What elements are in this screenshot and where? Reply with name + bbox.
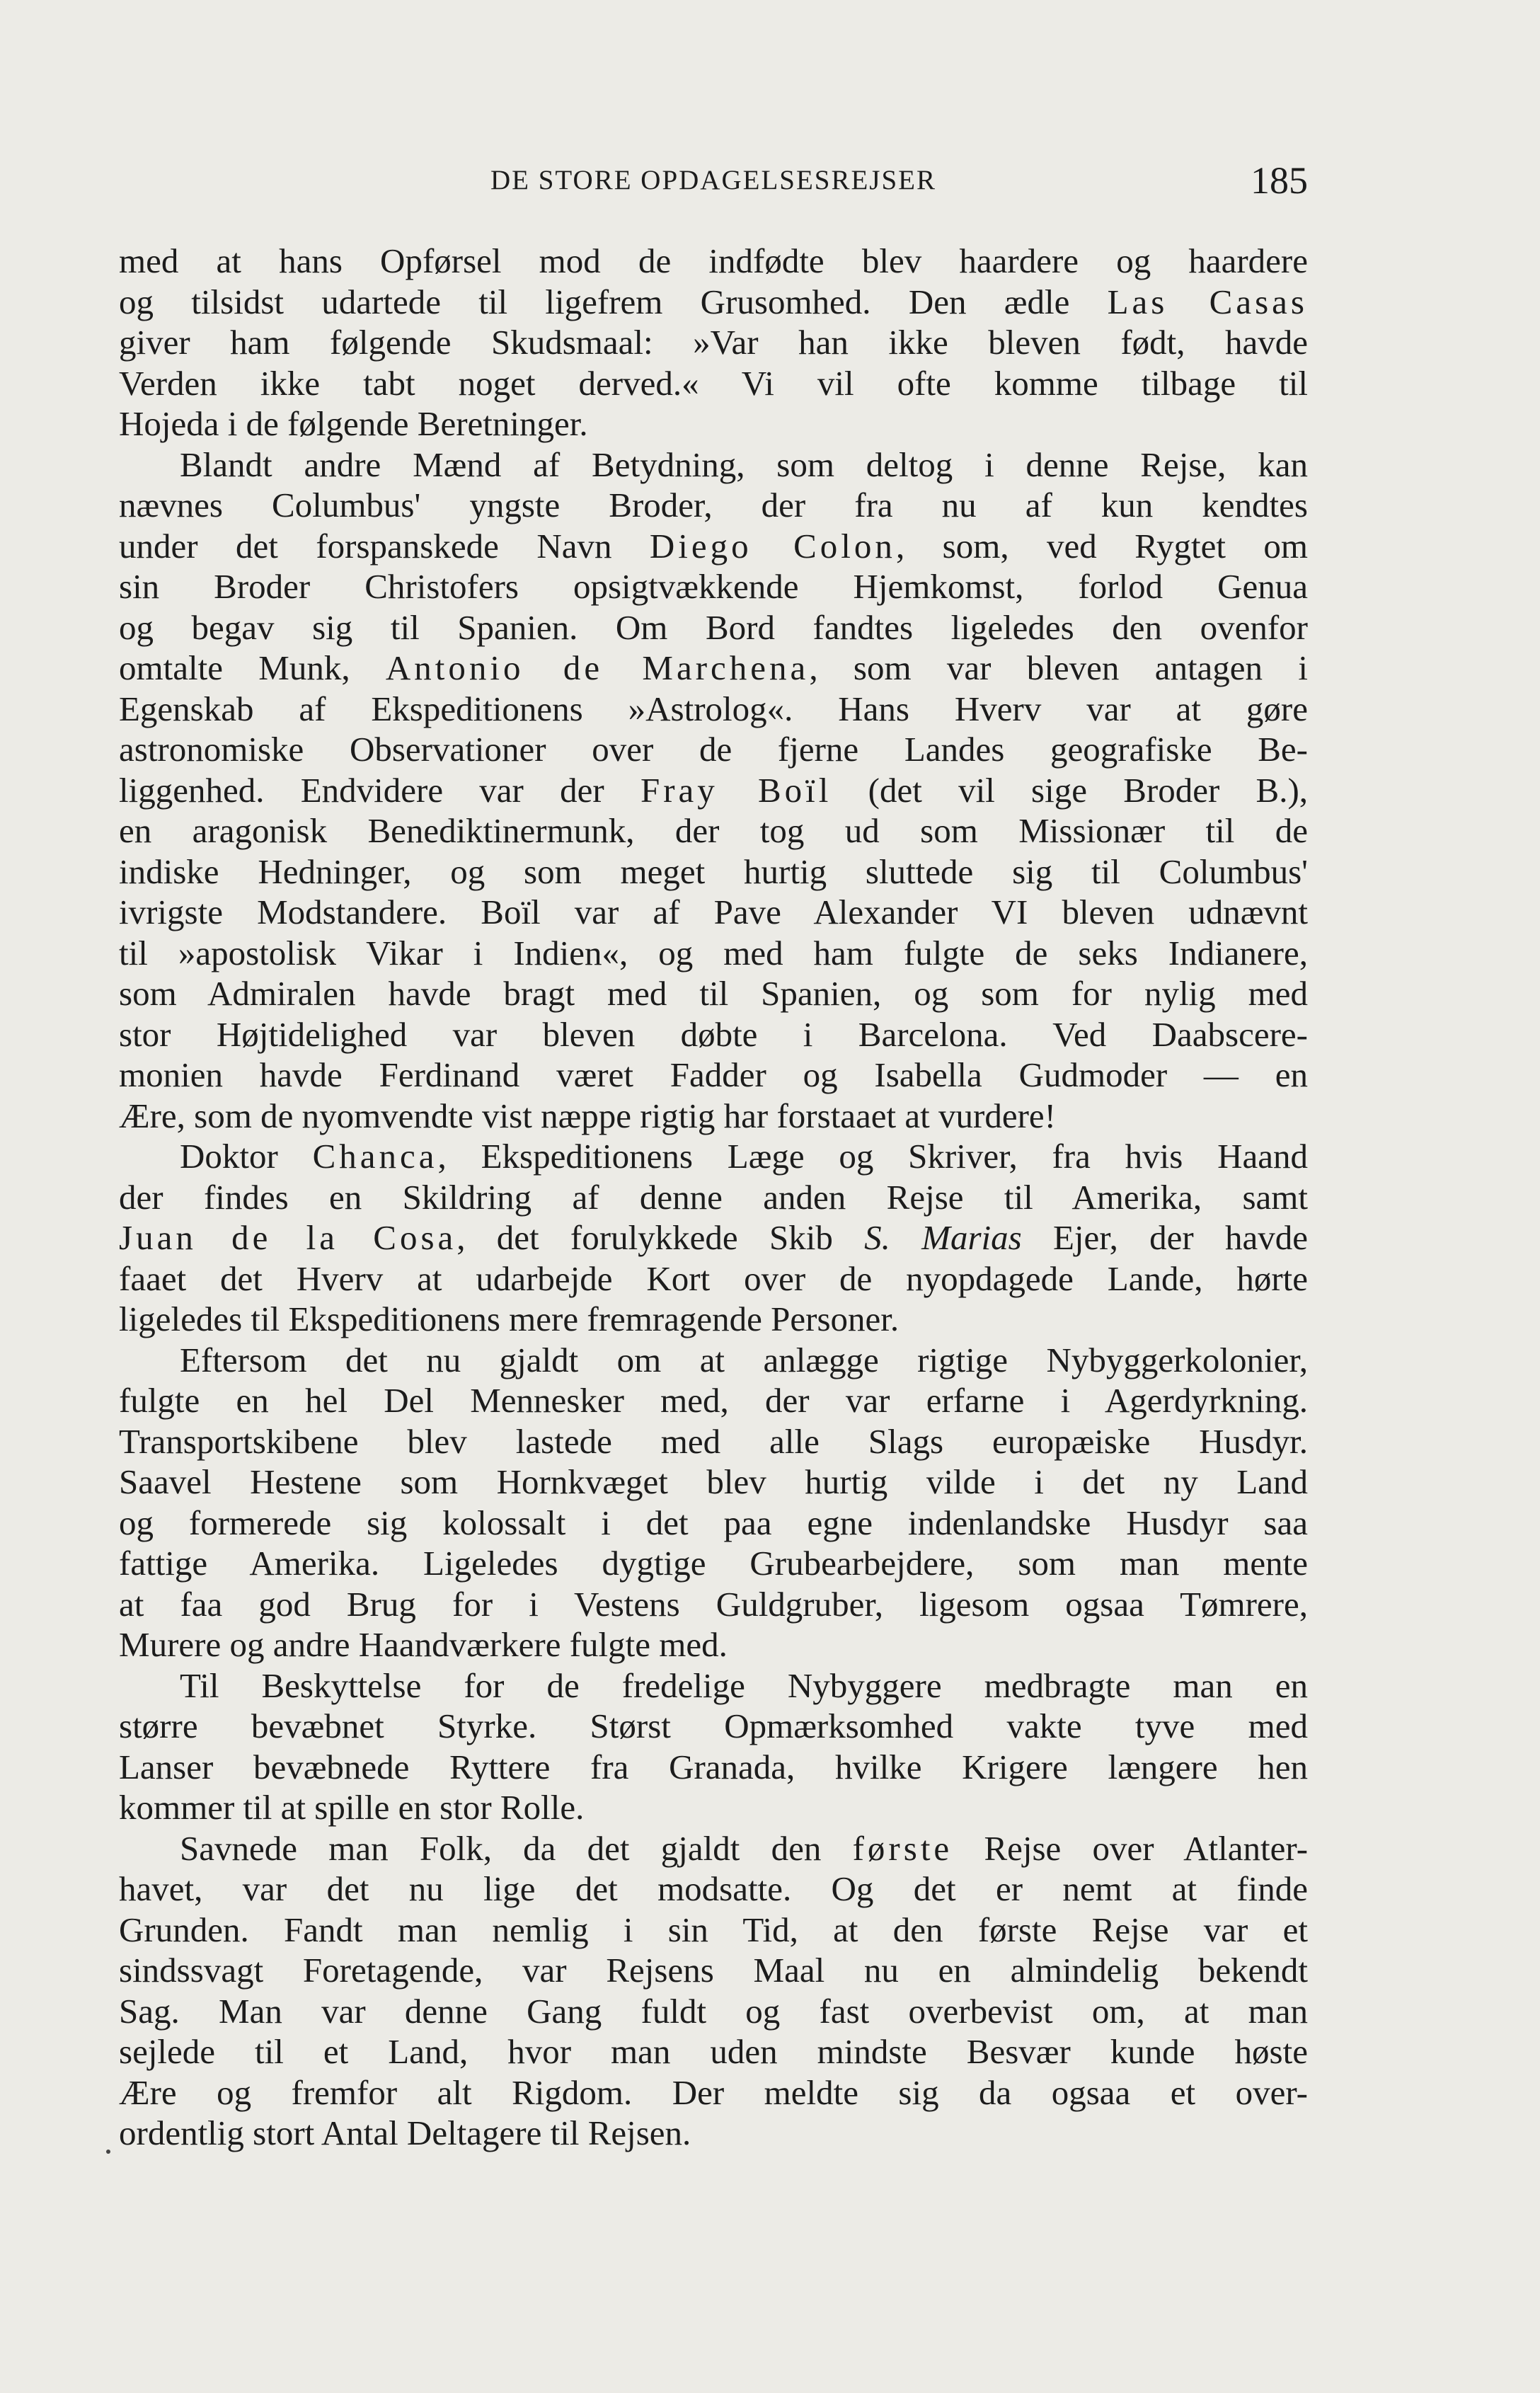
text-line: Ære, som de nyomvendte vist næppe rigtig har forstaaet at vurdere! [119, 1096, 1056, 1135]
text-line: Hojeda i de følgende Beretninger. [119, 404, 588, 443]
text-line: havet, var det nu lige det modsatte. Og det er nemt at finde [119, 1869, 1308, 1908]
text-line: og begav sig til Spanien. Om Bord fandtes ligeledes den ovenfor [119, 607, 1308, 647]
text-line: ligeledes til Ekspeditionens mere fremragende Personer. [119, 1299, 900, 1338]
paragraph-start: Blandt andre Mænd af Betydning, som deltog i denne Rejse, kan [180, 444, 1308, 484]
text-line: en aragonisk Benediktinermunk, der tog ud som Missionær til de [119, 811, 1308, 850]
emphasis-forste: første [852, 1828, 953, 1868]
text-line: Egenskab af Ekspeditionens »Astrolog«. Hans Hverv var at gøre [119, 689, 1308, 728]
text-line: stor Højtidelighed var bleven døbte i Barcelona. Ved Daabscere- [119, 1014, 1308, 1054]
text-line: under det forspanskede Navn Diego Colon, som, ved Rygtet om [119, 526, 1308, 566]
text-line: Saavel Hestene som Hornkvæget blev hurtig vilde i det ny Land [119, 1462, 1308, 1501]
ship-name: S. Marias [864, 1218, 1022, 1257]
text-line: Ære og fremfor alt Rigdom. Der meldte sig da ogsaa et over- [119, 2072, 1308, 2112]
paragraph-start: Doktor Chanca, Ekspeditionens Læge og Skriver, fra hvis Haand [180, 1137, 1308, 1176]
text-line: større bevæbnet Styrke. Størst Opmærksomhed vakte tyve med [119, 1706, 1308, 1745]
text-line: fattige Amerika. Ligeledes dygtige Grubearbejdere, som man mente [119, 1544, 1308, 1583]
text-line: astronomiske Observationer over de fjerne Landes geografiske Be- [119, 730, 1308, 769]
text-line: kommer til at spille en stor Rolle. [119, 1788, 585, 1827]
text-line: nævnes Columbus' yngste Broder, der fra nu af kun kendtes [119, 486, 1308, 524]
text-line: og formerede sig kolossalt i det paa egne indenlandske Husdyr saa [119, 1503, 1308, 1542]
name-diego-colon: Diego Colon [649, 526, 896, 566]
text-line: Grunden. Fandt man nemlig i sin Tid, at den første Rejse var et [119, 1910, 1308, 1949]
paragraph-start: Savnede man Folk, da det gjaldt den første Rejse over Atlanter- [180, 1828, 1308, 1868]
text-line: Sag. Man var denne Gang fuldt og fast overbevist om, at man [119, 1991, 1308, 2031]
running-title: DE STORE OPDAGELSESREJSER [490, 165, 937, 195]
body-text [119, 241, 1308, 2154]
text-line: Lanser bevæbnede Ryttere fra Granada, hvilke Krigere længere hen [119, 1747, 1308, 1786]
text-line: sin Broder Christofers opsigtvækkende Hjemkomst, forlod Genua [119, 567, 1308, 606]
text-line: monien havde Ferdinand været Fadder og Isabella Gudmoder — en [119, 1055, 1308, 1094]
text-line: Transportskibene blev lastede med alle Slags europæiske Husdyr. [119, 1421, 1308, 1461]
text-line: ordentlig stort Antal Deltagere til Rejsen. [119, 2113, 691, 2152]
print-speck [106, 2150, 110, 2154]
text-line: som Admiralen havde bragt med til Spanien, og som for nylig med [119, 974, 1308, 1013]
text-line: der findes en Skildring af denne anden Rejse til Amerika, samt [119, 1177, 1308, 1217]
text-line: giver ham følgende Skudsmaal: »Var han ikke bleven født, havde [119, 323, 1308, 362]
text-line: sindssvagt Foretagende, var Rejsens Maal nu en almindelig bekendt [119, 1951, 1308, 1990]
name-antonio-de-marchena: Antonio de Marchena [385, 648, 810, 687]
text-line: Verden ikke tabt noget derved.« Vi vil ofte komme tilbage til [119, 363, 1308, 403]
text-line: Juan de la Cosa, det forulykkede Skib S. Marias Ejer, der havde [119, 1218, 1308, 1257]
name-chanca: Chanca [312, 1137, 438, 1176]
text-line: at faa god Brug for i Vestens Guldgruber, ligesom ogsaa Tømrere, [119, 1584, 1308, 1624]
text-line: indiske Hedninger, og som meget hurtig sluttede sig til Columbus' [119, 851, 1308, 891]
text-line: med at hans Opførsel mod de indfødte blev haardere og haardere [119, 241, 1308, 280]
text-line: Murere og andre Haandværkere fulgte med. [119, 1625, 728, 1664]
text-line: til »apostolisk Vikar i Indien«, og med ham fulgte de seks Indianere, [119, 933, 1308, 972]
paragraph-start: Eftersom det nu gjaldt om at anlægge rigtige Nybyggerkolonier, [180, 1340, 1308, 1379]
text-line: ivrigste Modstandere. Boïl var af Pave Alexander VI bleven udnævnt [119, 893, 1308, 931]
text-line: fulgte en hel Del Mennesker med, der var erfarne i Agerdyrkning. [119, 1381, 1308, 1420]
paragraph-start: Til Beskyttelse for de fredelige Nybyggere medbragte man en [180, 1665, 1308, 1705]
name-las-casas: Las Casas [1107, 282, 1308, 321]
page-number: 185 [1251, 159, 1308, 202]
name-fray-boil: Fray Boïl [640, 770, 832, 810]
text-line: omtalte Munk, Antonio de Marchena, som var bleven antagen i [119, 648, 1308, 687]
text-line: liggenhed. Endvidere var der Fray Boïl (det vil sige Broder B.), [119, 770, 1308, 810]
text-line: faaet det Hverv at udarbejde Kort over de nyopdagede Lande, hørte [119, 1258, 1308, 1298]
text-line: og tilsidst udartede til ligefrem Grusomhed. Den ædle Las Casas [119, 282, 1308, 321]
text-line: sejlede til et Land, hvor man uden mindste Besvær kunde høste [119, 2032, 1308, 2071]
running-head [119, 157, 1308, 214]
name-juan-de-la-cosa: Juan de la Cosa [119, 1218, 457, 1257]
